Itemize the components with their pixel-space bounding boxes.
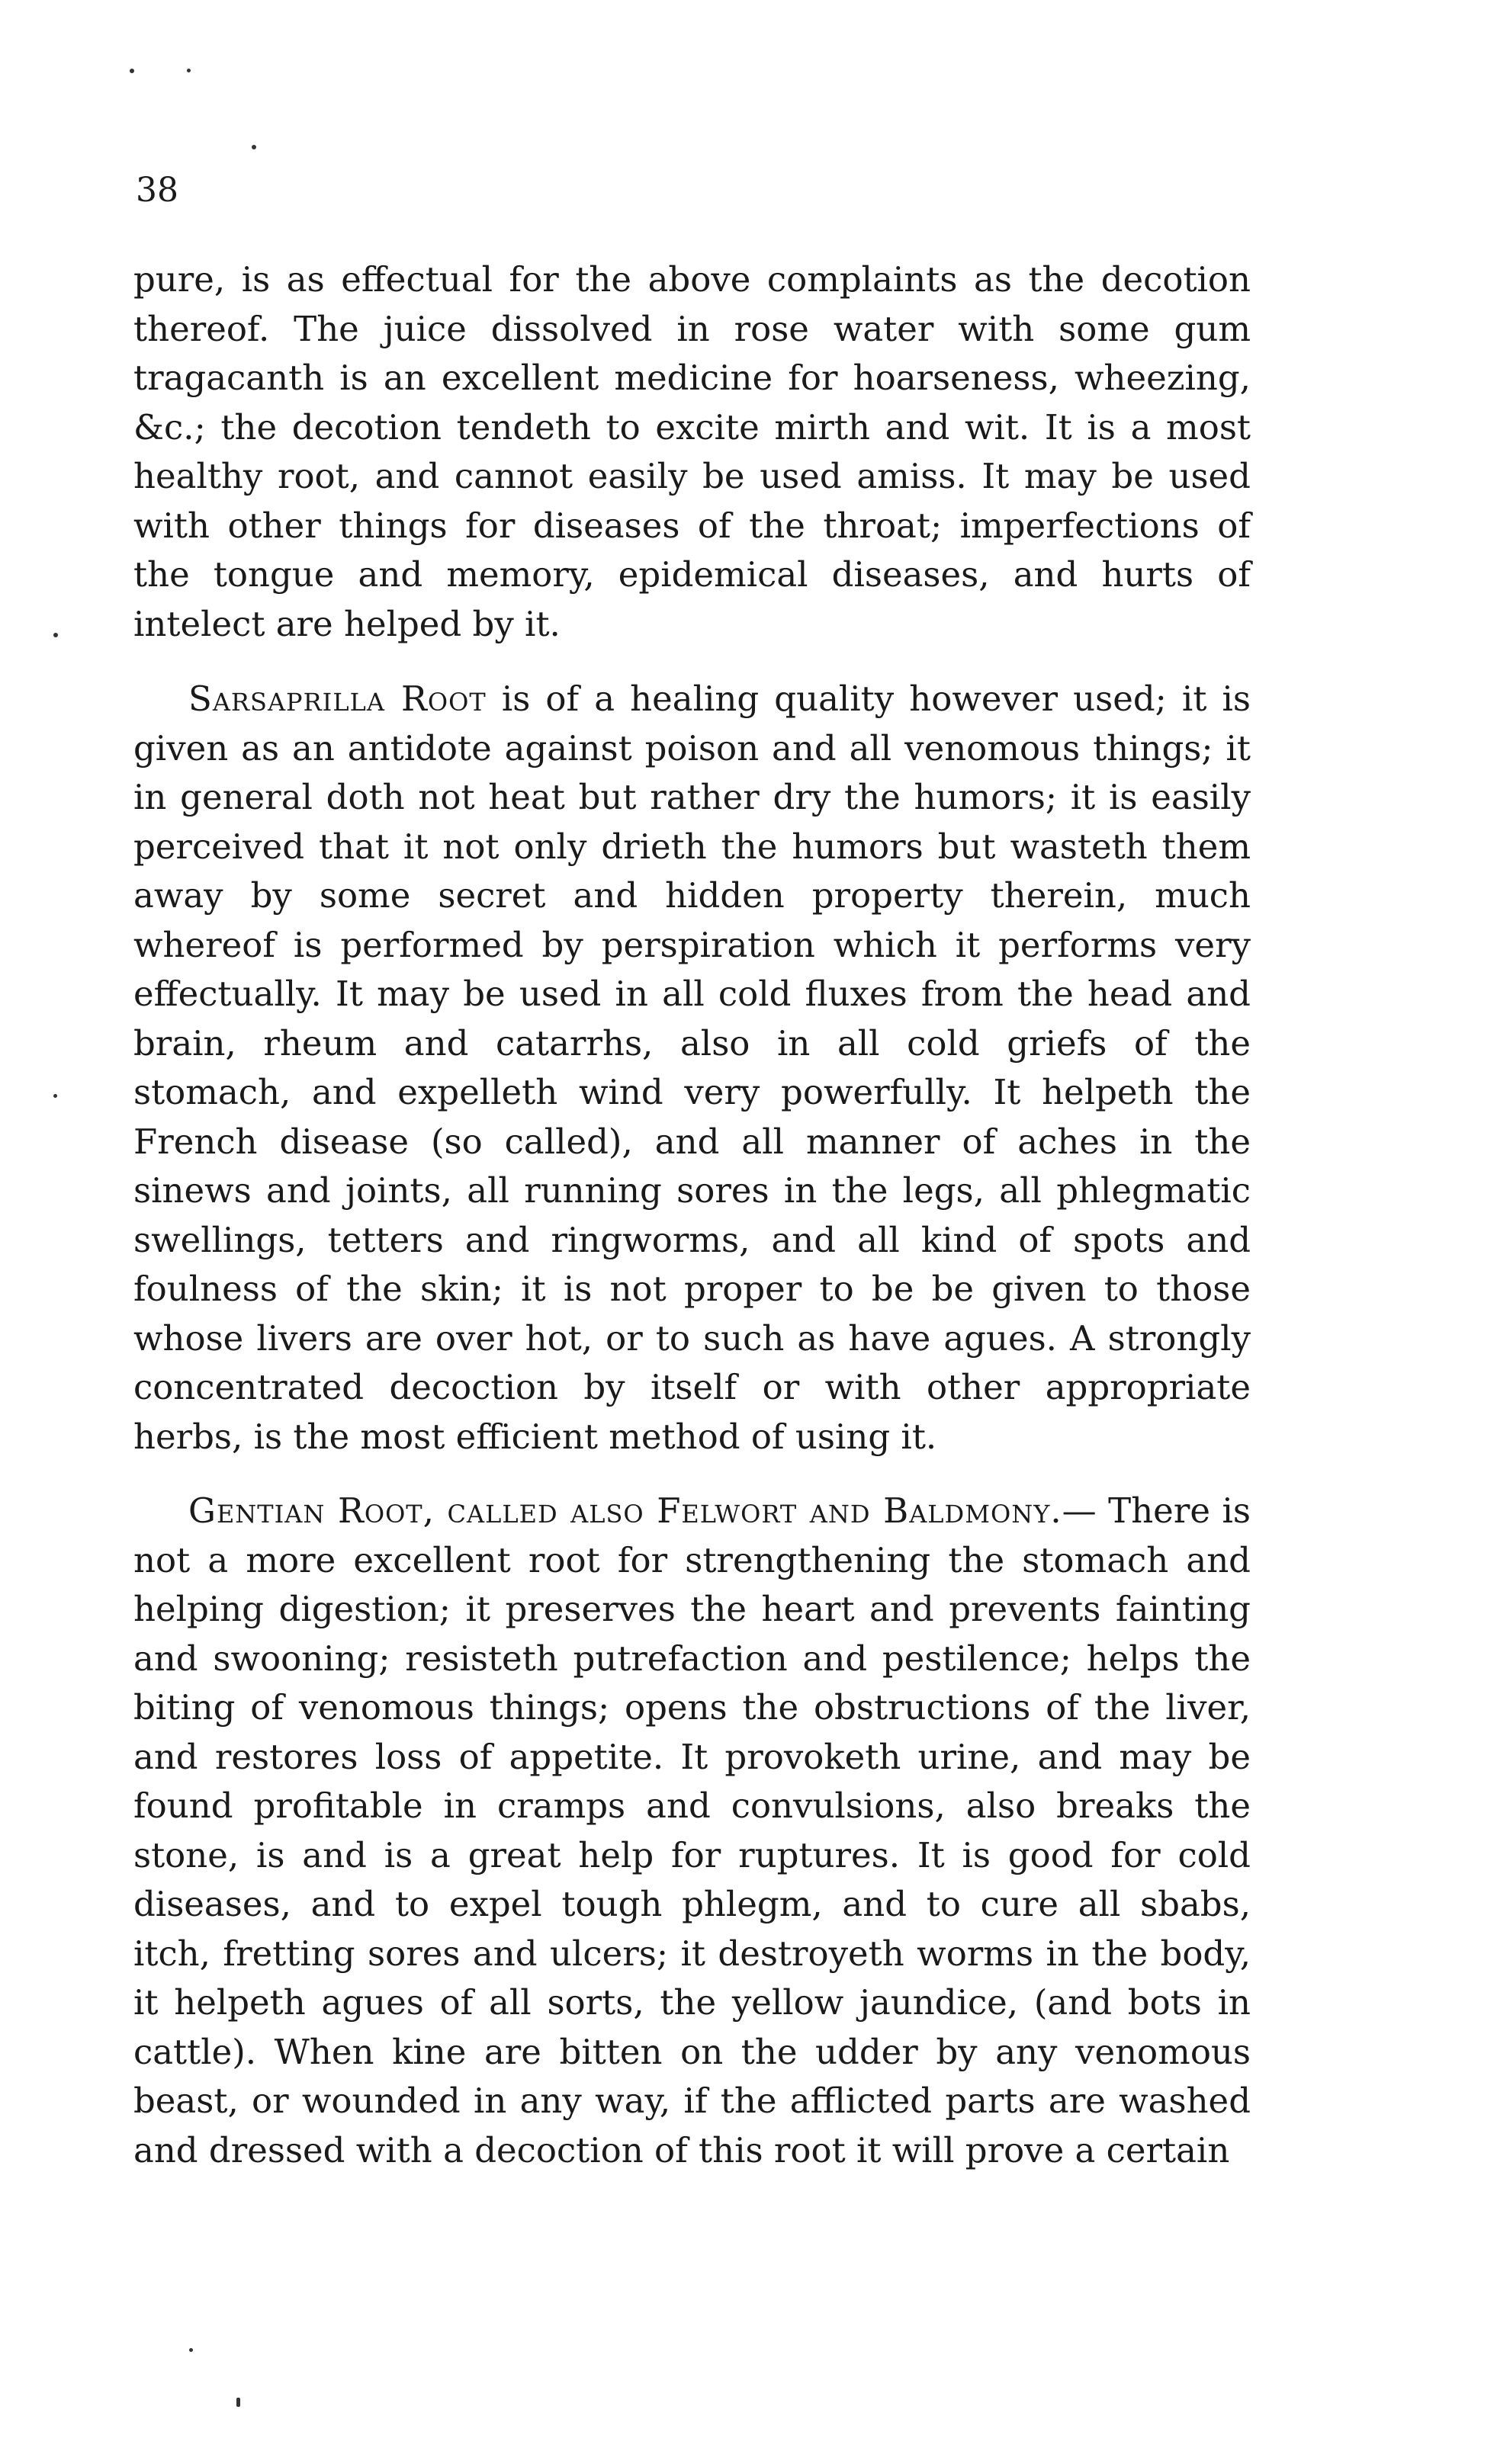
scan-speck [130, 69, 134, 73]
scan-speck [189, 2348, 193, 2352]
paragraph-body [133, 1487, 1251, 2175]
entry-heading: Gentian Root, called also Felwort and Baldmony. [188, 1490, 1062, 1531]
paragraph-sarsaparilla-root [133, 675, 1251, 1461]
page-number: 38 [136, 171, 178, 210]
scan-speck [252, 145, 256, 149]
paragraph-continuation [133, 255, 1251, 649]
paragraph-text: is of a healing quality however used; it is given as an antidote against poison and all venomous things; it in general doth not heat but rather dry the humors; it is easily perceived that it not only drieth the humors but wasteth them away by some secret and hidden property therein, much whereof is performed by perspiration which it performs very effectually. It may be used in all cold fluxes from the head and brain, rheum and catarrhs, also in all cold griefs of the stomach, and expelleth wind very powerfully. It helpeth the French disease (so called), and all manner of aches in the sinews and joints, all running sores in the legs, all phlegmatic swellings, tetters and ringworms, and all kind of spots and foulness of the skin; it is not proper to be be given to those whose livers are over hot, or to such as have agues. A strongly concentrated decoction by itself or with other appropriate herbs, is the most efficient method of using it. [133, 679, 1251, 1457]
scan-speck [53, 1094, 57, 1098]
scan-speck [187, 69, 191, 72]
scan-speck [236, 2398, 240, 2407]
paragraph-body [133, 675, 1251, 1461]
paragraph-text: pure, is as effectual for the above complaints as the decotion thereof. The juice dissolved in rose water with some gum tragacanth is an excellent medicine for hoarseness, wheezing, &c.; the decotion tendeth to excite mirth and wit. It is a most healthy root, and cannot easily be used amiss. It may be used with other things for diseases of the throat; imperfections of the tongue and memory, epidemical diseases, and hurts of intelect are helped by it. [133, 259, 1251, 644]
scan-speck [53, 633, 58, 637]
entry-heading: Sarsaprilla Root [188, 679, 487, 719]
paragraph-gentian-root [133, 1487, 1251, 2175]
paragraph-text: — There is not a more excellent root for strengthening the stomach and helping digestion; it preserves the heart and prevents fainting and swooning; resisteth putrefaction and pestilence; helps the biting of venomous things; opens the obstructions of the liver, and restores loss of appetite. It provoketh urine, and may be found profitable in cramps and convulsions, also breaks the stone, is and is a great help for ruptures. It is good for cold diseases, and to expel tough phlegm, and to cure all sbabs, itch, fretting sores and ulcers; it destroyeth worms in the body, it helpeth agues of all sorts, the yellow jaundice, (and bots in cattle). When kine are bitten on the udder by any venomous beast, or wounded in any way, if the afflicted parts are washed and dressed with a decoction of this root it will prove a certain [133, 1490, 1251, 2170]
